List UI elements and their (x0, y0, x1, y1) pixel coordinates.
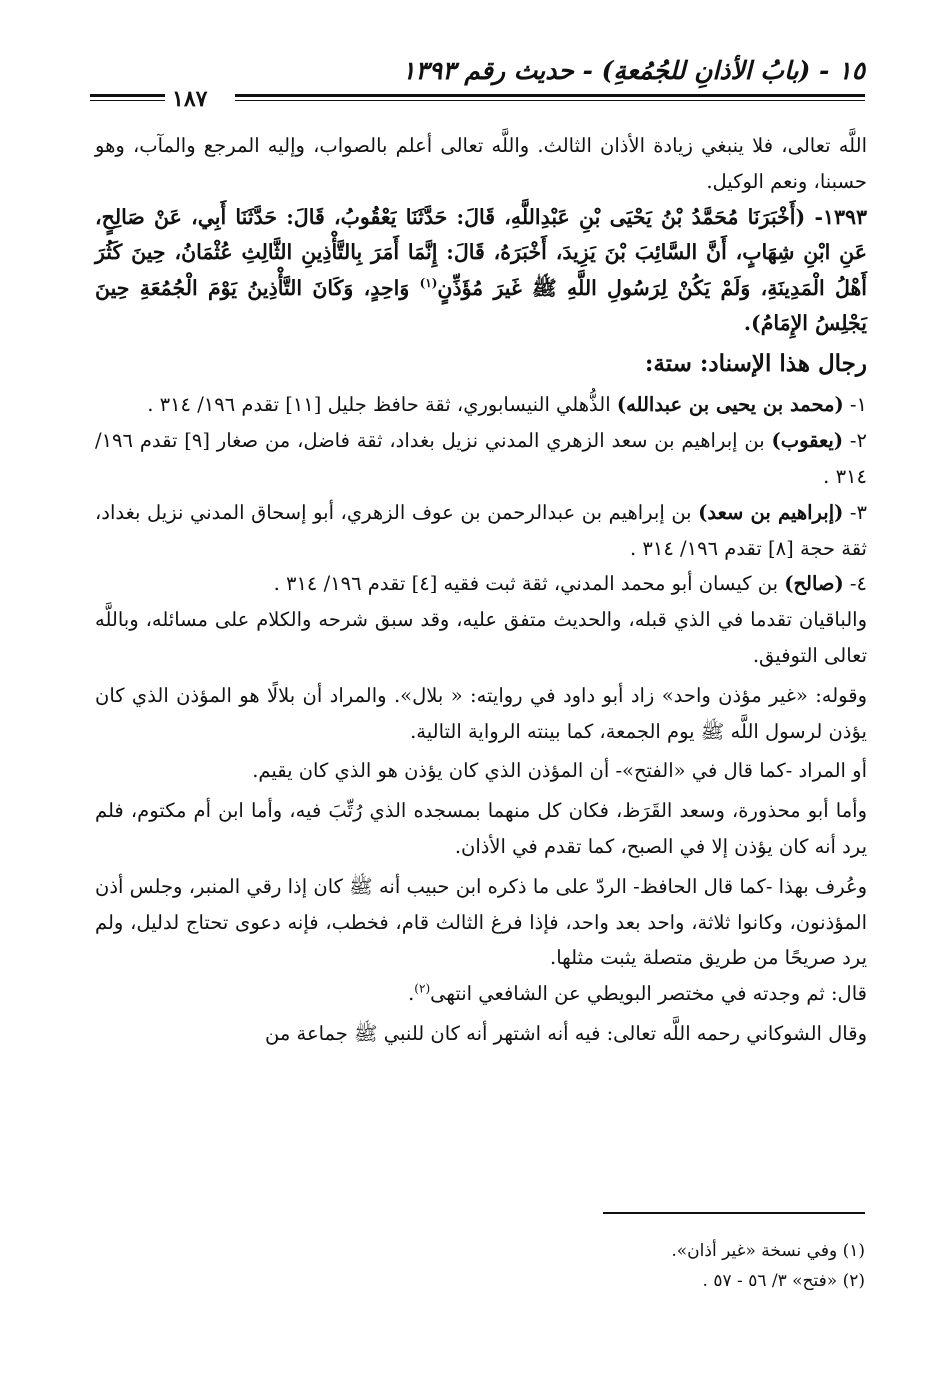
paragraph: وأما أبو محذورة، وسعد القَرَظ، فكان كل منهما بمسجده الذي رُتِّبَ فيه، وأما ابن أم مكتوم، فلم يرد أنه كان يؤذن إلا في الصبح، كما تقدم في الأذان. (95, 799, 867, 858)
running-title: ١٥ - (بابُ الأذانِ للجُمُعةِ) - حديث رقم ١٣٩٣ (401, 56, 865, 85)
hadith-text-part: وَاحِدٍ، وَكَانَ التَّأْذِينُ يَوْمَ الْجُمُعَةِ حِينَ يَجْلِسُ الإِمَامُ). (95, 275, 867, 336)
page-number: ١٨٧ (172, 86, 208, 112)
entry-number: ١- (843, 393, 867, 417)
paragraph (95, 976, 867, 1012)
footnote: (٢) «فتح» ٣/ ٥٦ - ٥٧ . (702, 1271, 865, 1291)
narrator-name: (يعقوب) (771, 429, 844, 453)
footnote-ref: (٢) (414, 981, 431, 996)
paragraph: والباقيان تقدما في الذي قبله، والحديث متفق عليه، وقد سبق شرحه والكلام على مسائله، وباللَّه تعالى التوفيق. (95, 608, 867, 667)
header-rule (235, 94, 865, 101)
hadith-text (95, 200, 867, 342)
narrator-details: بن كيسان أبو محمد المدني، ثقة ثبت فقيه [٤] تقدم ١٩٦/ ٣١٤ . (273, 572, 785, 596)
paragraph: أو المراد -كما قال في «الفتح»- أن المؤذن الذي كان يؤذن هو الذي كان يقيم. (252, 759, 867, 783)
entry-number: ٤- (843, 572, 867, 596)
narrator-name: (صالح) (784, 572, 844, 596)
narrator-name: (محمد بن يحيى بن عبدالله) (616, 393, 844, 417)
paragraph: وعُرف بهذا -كما قال الحافظ- الردّ على ما ذكره ابن حبيب أنه ﷺ كان إذا رقي المنبر، وجلس أذن المؤذنون، وكانوا ثلاثة، واحد بعد واحد، فإذا فرغ الثالث قام، فخطب، فإنه دعوى تحتاج لدليل، ولم يرد صريحًا من طريق متصلة يثبت مثلها. (95, 874, 867, 970)
paragraph-text: قال: ثم وجدته في مختصر البويطي عن الشافعي انتهى (430, 982, 867, 1006)
narrator-entry (95, 423, 867, 495)
footnotes (365, 1236, 865, 1296)
entry-number: ٢- (843, 429, 867, 453)
section-heading: رجال هذا الإسناد: ستة: (644, 349, 867, 377)
narrator-name: (إبراهيم بن سعد) (698, 500, 844, 524)
paragraph: اللَّه تعالى، فلا ينبغي زيادة الأذان الثالث. واللَّه تعالى أعلم بالصواب، وإليه المرجع والمآب، وهو حسبنا، ونعم الوكيل. (95, 134, 867, 193)
narrator-details: بن إبراهيم بن عبدالرحمن بن عوف الزهري، أبو إسحاق المدني نزيل بغداد، ثقة حجة [٨] تقدم ١٩٦/ ٣١٤ . (95, 500, 867, 560)
entry-number: ٣- (843, 500, 867, 524)
narrator-entry (95, 566, 867, 602)
page-header (90, 50, 865, 120)
narrator-details: الذُّهلي النيسابوري، ثقة حافظ جليل [١١] تقدم ١٩٦/ ٣١٤ . (147, 393, 617, 417)
footnote-ref: (١) (419, 275, 438, 290)
paragraph-text: . (408, 982, 415, 1006)
header-rule-short (90, 94, 165, 101)
footnote: (١) وفي نسخة «غير أذان». (671, 1241, 865, 1261)
narrator-details: بن إبراهيم بن سعد الزهري المدني نزيل بغداد، ثقة فاضل، من صغار [٩] تقدم ١٩٦/ ٣١٤ . (95, 429, 867, 488)
footnote-separator (603, 1212, 865, 1214)
narrator-entry (95, 387, 867, 423)
paragraph: وقوله: «غير مؤذن واحد» زاد أبو داود في روايته: « بلال». والمراد أن بلالًا هو المؤذن الذي كان يؤذن لرسول اللَّه ﷺ يوم الجمعة، كما بينته الرواية التالية. (95, 683, 867, 743)
main-text (95, 128, 867, 1052)
paragraph: وقال الشوكاني رحمه اللَّه تعالى: فيه أنه اشتهر أنه كان للنبي ﷺ جماعة من (265, 1021, 867, 1045)
hadith-text-part: ١٣٩٣- (أَخْبَرَنَا مُحَمَّدُ بْنُ يَحْيَى بْنِ عَبْدِاللَّهِ، قَالَ: حَدَّثَنَا يَعْقُوبُ، قَالَ: حَدَّثَنَا أَبِي، عَنْ صَالِحٍ، عَنِ ابْنِ شِهَابٍ، أَنَّ السَّائِبَ بْنَ يَزِيدَ، أَخْبَرَهُ، قَالَ: إِنَّمَا أَمَرَ بِالتَّأْذِينِ الثَّالِثِ عُثْمَانُ، حِينَ كَثُرَ أَهْلُ الْمَدِينَةِ، وَلَمْ يَكُنْ لِرَسُولِ اللَّهِ ﷺ غَيرَ مُؤَذِّنٍ (95, 204, 867, 300)
narrator-entry (95, 495, 867, 567)
